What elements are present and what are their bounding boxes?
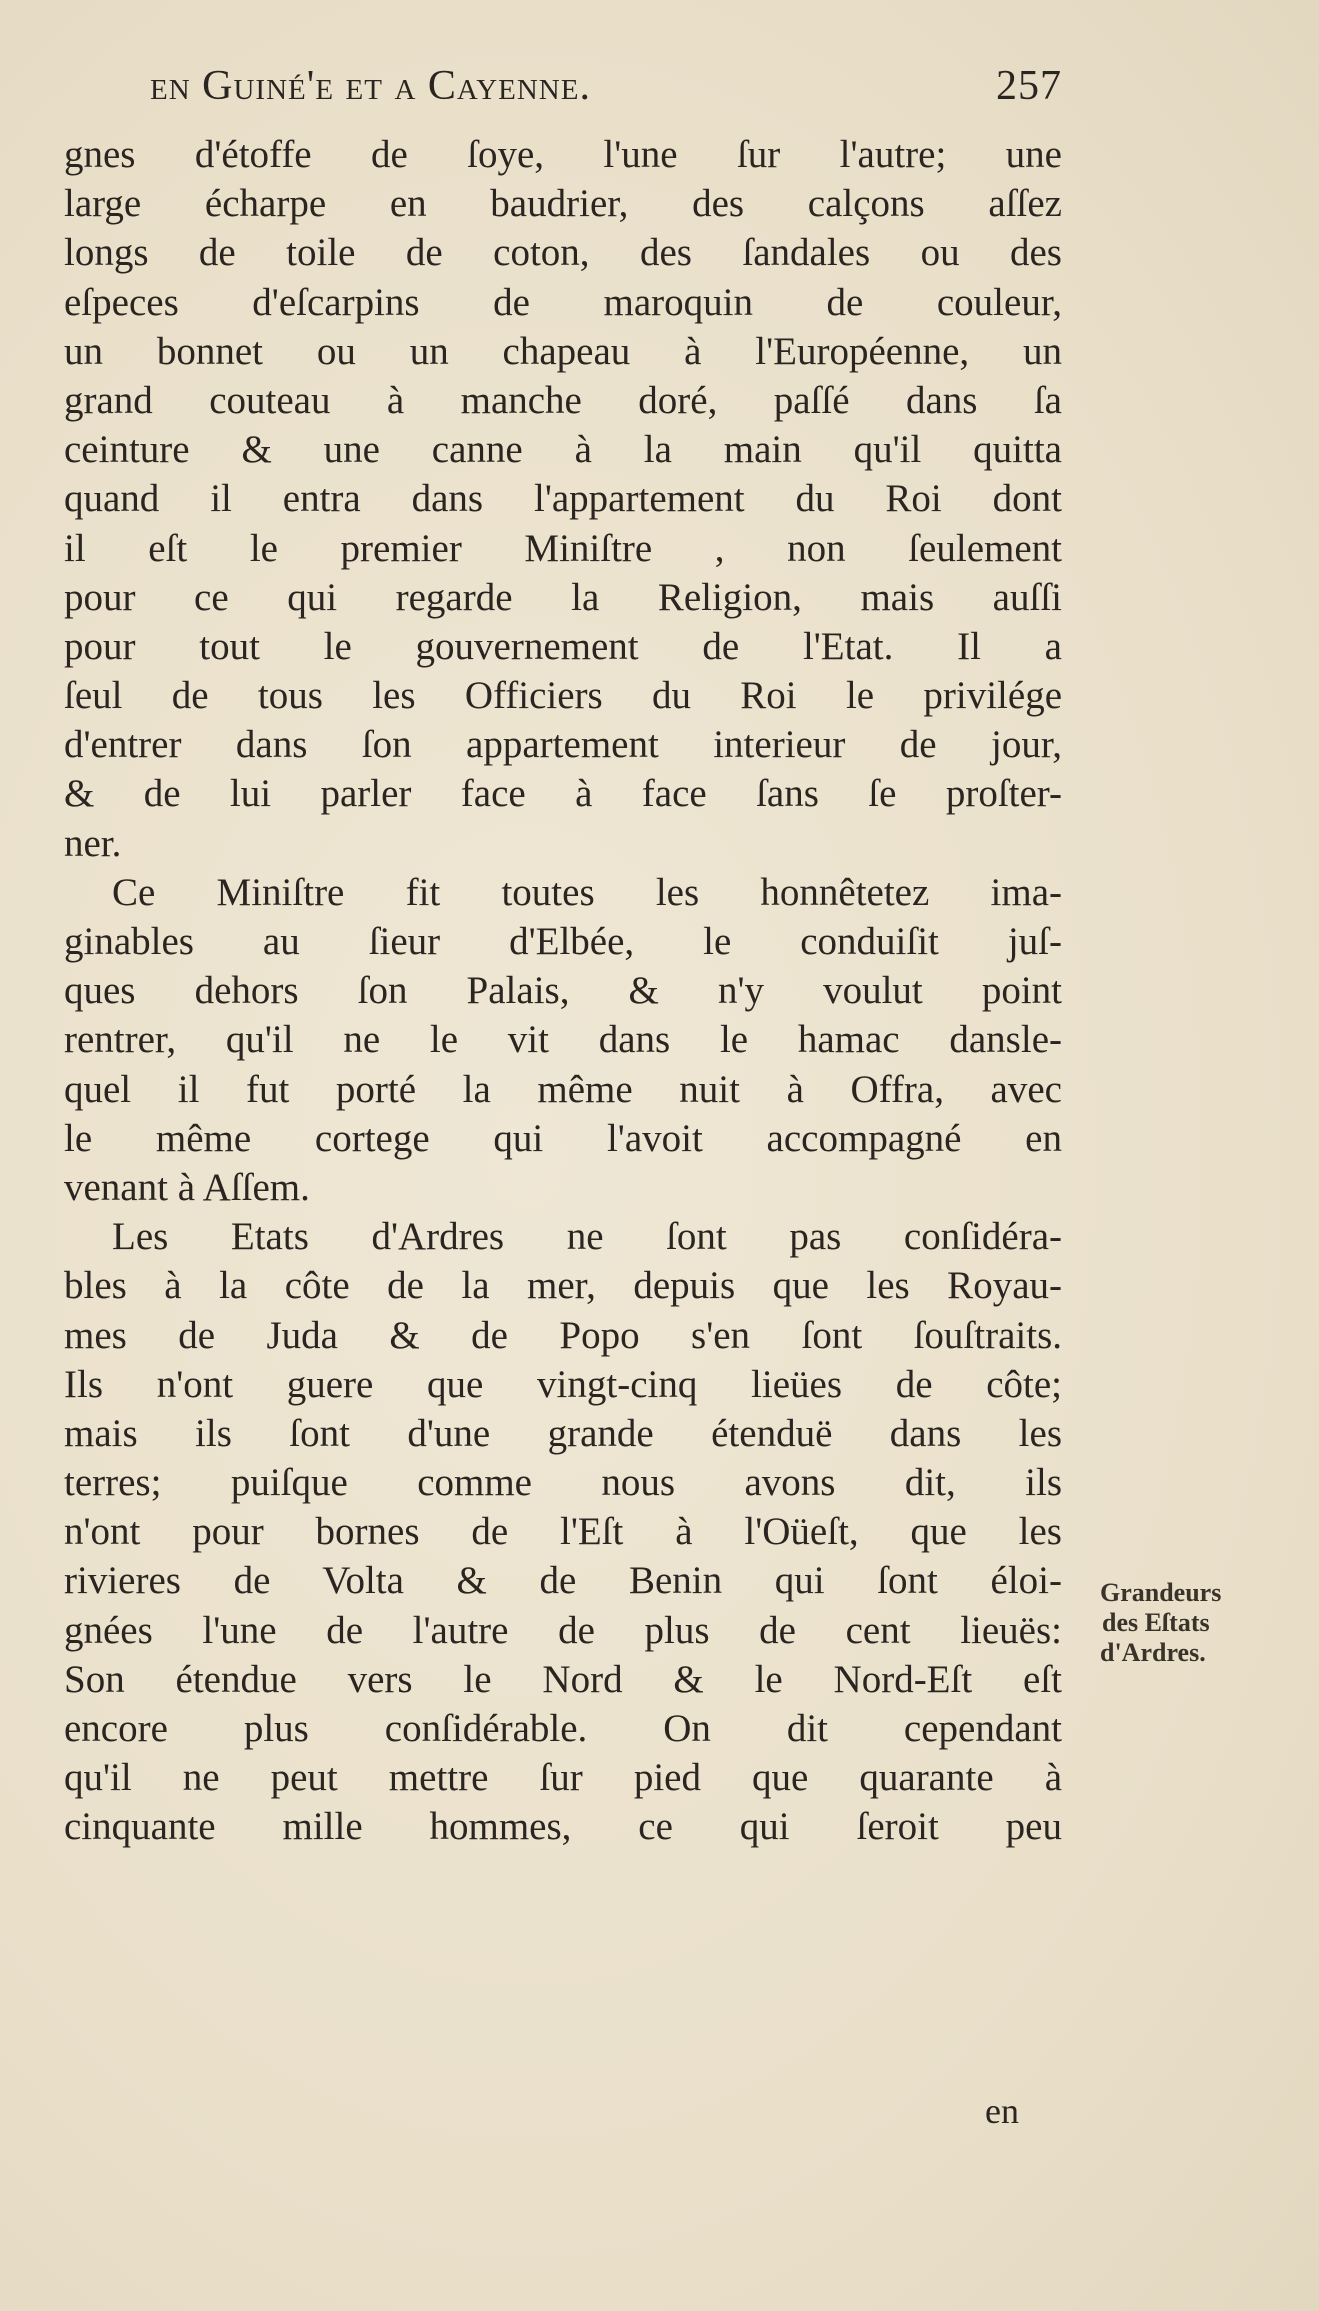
paragraph <box>64 868 1062 1212</box>
running-title: en Guiné'e et a Cayenne. <box>150 63 591 109</box>
body-text <box>64 130 1062 1852</box>
text-line: qu'il ne peut mettre ſur pied que quarante à <box>64 1756 1062 1800</box>
running-header <box>150 62 1062 122</box>
text-line: ceinture & une canne à la main qu'il quitta <box>64 428 1062 472</box>
text-line: ſeul de tous les Officiers du Roi le privilége <box>64 674 1062 718</box>
text-line: bles à la côte de la mer, depuis que les Royau- <box>64 1264 1062 1308</box>
text-line: quel il fut porté la même nuit à Offra, avec <box>64 1067 1062 1111</box>
text-line: ques dehors ſon Palais, & n'y voulut point <box>64 969 1062 1013</box>
text-line: ner. <box>64 821 122 865</box>
text-line: pour ce qui regarde la Religion, mais auſſi <box>64 575 1062 619</box>
text-line: pour tout le gouvernement de l'Etat. Il a <box>64 624 1062 668</box>
text-line: large écharpe en baudrier, des calçons aſſez <box>64 182 1062 226</box>
margin-note-line: Grandeurs <box>1100 1578 1222 1607</box>
text-line: & de lui parler face à face ſans ſe proſter- <box>64 772 1062 816</box>
text-line: longs de toile de coton, des ſandales ou des <box>64 231 1062 275</box>
text-line: Ils n'ont guere que vingt-cinq lieües de côte; <box>64 1362 1062 1406</box>
text-line: rivieres de Volta & de Benin qui ſont éloi- <box>64 1559 1062 1603</box>
paragraph <box>64 130 1062 868</box>
text-line: venant à Aſſem. <box>64 1165 310 1209</box>
text-line: n'ont pour bornes de l'Eſt à l'Oüeſt, que les <box>64 1510 1062 1554</box>
catchword: en <box>985 2091 1019 2131</box>
margin-note <box>1100 1578 1221 1668</box>
text-line: rentrer, qu'il ne le vit dans le hamac dansle- <box>64 1018 1062 1062</box>
paragraph <box>64 1212 1062 1851</box>
text-line: cinquante mille hommes, ce qui ſeroit peu <box>64 1805 1062 1849</box>
margin-note-line: d'Ardres. <box>1100 1638 1206 1667</box>
text-line: le même cortege qui l'avoit accompagné en <box>64 1116 1062 1160</box>
text-line: gnes d'étoffe de ſoye, l'une ſur l'autre; une <box>64 133 1062 176</box>
text-line: mais ils ſont d'une grande étenduë dans les <box>64 1411 1062 1455</box>
text-line: un bonnet ou un chapeau à l'Européenne, un <box>64 329 1062 373</box>
text-line: eſpeces d'eſcarpins de maroquin de couleur, <box>64 280 1062 324</box>
text-line: grand couteau à manche doré, paſſé dans ſa <box>64 378 1062 422</box>
text-line: terres; puiſque comme nous avons dit, ils <box>64 1461 1062 1505</box>
text-line: quand il entra dans l'appartement du Roi dont <box>64 477 1062 521</box>
text-line: encore plus conſidérable. On dit cependant <box>64 1707 1062 1750</box>
text-line: d'entrer dans ſon appartement interieur de jour, <box>64 723 1062 767</box>
text-line: gnées l'une de l'autre de plus de cent lieuës: <box>64 1608 1062 1652</box>
text-line: il eſt le premier Miniſtre , non ſeulement <box>64 526 1062 570</box>
text-line: Son étendue vers le Nord & le Nord-Eſt eſt <box>64 1657 1062 1701</box>
page-number: 257 <box>996 63 1062 109</box>
text-line: Ce Miniſtre fit toutes les honnêtetez ima- <box>112 870 1062 914</box>
text-line: Les Etats d'Ardres ne ſont pas conſidéra- <box>112 1215 1062 1259</box>
text-line: mes de Juda & de Popo s'en ſont ſouſtraits. <box>64 1313 1062 1357</box>
margin-note-line: des Eſtats <box>1102 1608 1210 1637</box>
text-line: ginables au ſieur d'Elbée, le conduiſit juſ- <box>64 920 1062 963</box>
